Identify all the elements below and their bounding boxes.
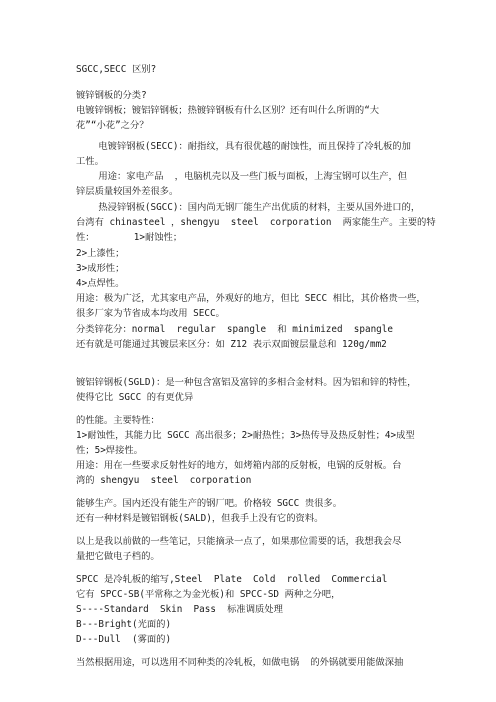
text-line: 热浸锌钢板(SGCC)：国内尚无钢厂能生产出优质的材料，主要从国外进口的， xyxy=(76,202,421,213)
text-line: 当然根据用途，可以选用不同种类的冷轧板，如做电锅 的外锅就要用能做深抽 xyxy=(76,657,404,668)
text-line: 台湾有 chinasteel ，shengyu steel corporation 两家能生产。主要的特 xyxy=(76,217,436,228)
text-line: 3>成形性； xyxy=(76,263,125,274)
text-line: SGCC,SECC 区别? xyxy=(76,64,157,75)
text-line: 能够生产。国内还没有能生产的钢厂吧。价格较 SGCC 贵很多。 xyxy=(76,498,343,509)
text-line: 的性能。主要特性： xyxy=(76,415,160,426)
text-line: 镀铝锌钢板(SGLD)：是一种包含富铝及富锌的多相合金材料。因为铝和锌的特性， xyxy=(76,377,417,388)
text-line: 用途：家电产品 ，电脑机壳以及一些门板与面板，上海宝钢可以生产，但 xyxy=(76,171,408,182)
text-line: 性；5>焊接性。 xyxy=(76,445,143,456)
text-line: D---Dull (雾面的) xyxy=(76,634,172,645)
text-line: 1>耐蚀性，其能力比 SGCC 高出很多；2>耐热性；3>热传导及热反射性；4>成型 xyxy=(76,430,415,441)
text-line: 用途：用在一些要求反射性好的地方，如烤箱内部的反射板，电锅的反射板。台 xyxy=(76,460,402,471)
text-line: 用途：极为广泛，尤其家电产品，外观好的地方，但比 SECC 相比，其价格贵一些， xyxy=(76,293,426,304)
text-line: 花”“小花”之分？ xyxy=(76,120,149,131)
text-line: 使得它比 SGCC 的有更优异 xyxy=(76,392,194,403)
text-line: 湾的 shengyu steel corporation xyxy=(76,475,252,486)
text-line: 还有就是可能通过其镀层来区分：如 Z12 表示双面镀层量总和 120g/mm2 xyxy=(76,339,387,350)
text-line: 量把它做电子档的。 xyxy=(76,551,160,562)
text-line: 性： 1>耐蚀性； xyxy=(76,232,183,243)
text-line: 电镀锌钢板；镀铝锌钢板；热镀锌钢板有什么区别？还有叫什么所谓的“大 xyxy=(76,105,380,116)
text-line: 4>点焊性。 xyxy=(76,278,125,289)
text-line: 分类锌花分：normal regular spangle 和 minimized spangle xyxy=(76,324,393,335)
text-line: S----Standard Skin Pass 标准调质处理 xyxy=(76,604,283,615)
text-line: 它有 SPCC-SB(平常称之为金光板)和 SPCC-SD 两种之分吧， xyxy=(76,589,341,600)
text-line: 还有一种材料是镀铝钢板(SALD)，但我手上没有它的资料。 xyxy=(76,513,324,524)
text-line: 锌层质量较国外差很多。 xyxy=(76,186,179,197)
text-line: 2>上漆性； xyxy=(76,248,125,259)
text-line: 工性。 xyxy=(76,156,104,167)
text-line: 电镀锌钢板(SECC)：耐指纹，具有很优越的耐蚀性，而且保持了冷轧板的加 xyxy=(76,141,411,152)
text-line: 很多厂家为节省成本均改用 SECC。 xyxy=(76,308,225,319)
text-line: SPCC 是冷轧板的缩写,Steel Plate Cold rolled Commercial xyxy=(76,574,388,585)
text-line: B---Bright(光面的) xyxy=(76,619,172,630)
text-line: 以上是我以前做的一些笔记，只能摘录一点了，如果那位需要的话，我想我会尽 xyxy=(76,536,402,547)
text-line: 镀锌钢板的分类? xyxy=(76,90,147,101)
